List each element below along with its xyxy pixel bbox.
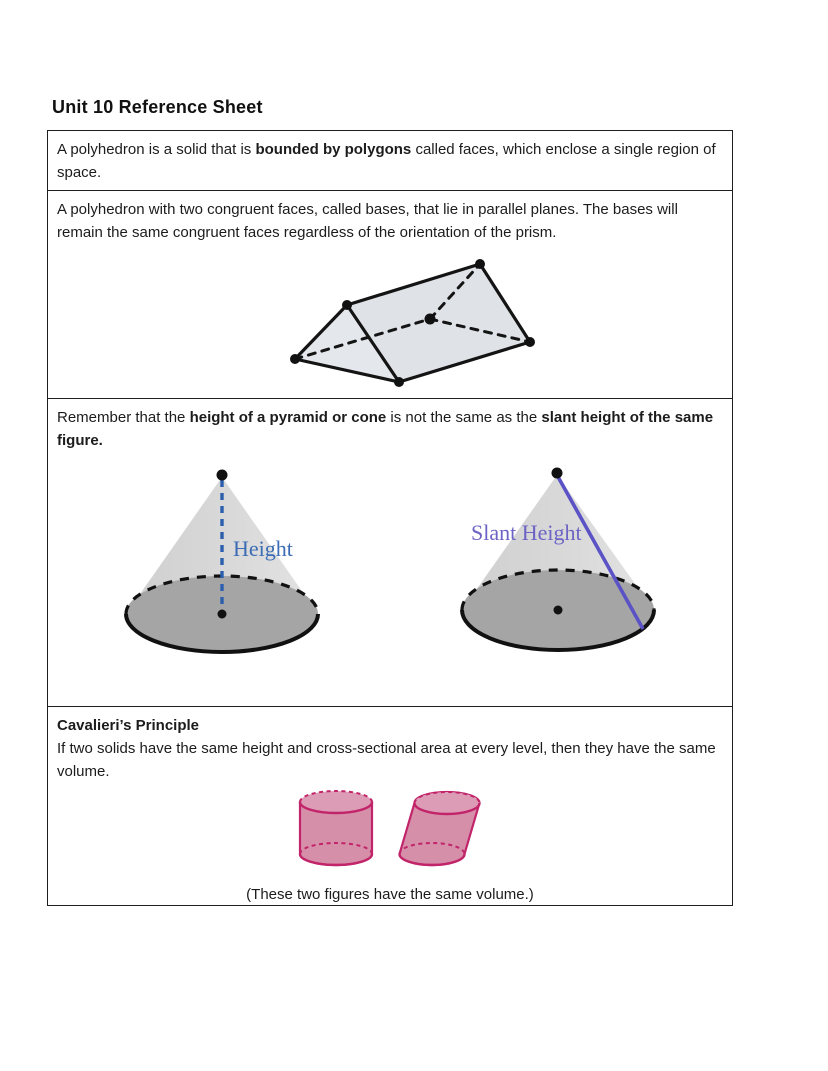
cavalieri-row [48,706,732,904]
prism-definition-row [48,190,732,398]
polyhedron-definition-row [48,131,732,190]
height-slant-height-row [48,398,732,706]
cone-figures [119,464,732,664]
triangular-prism-figure [277,250,572,392]
right-cylinder [300,791,372,865]
cylinders-figure [290,785,490,877]
bold-text-segment: slant height of the same figure. [57,409,714,449]
cavalieri-heading: Cavalieri’s Principle [57,717,200,734]
cone-slant-height-figure [455,464,660,664]
polyhedron-definition-text [48,131,732,184]
cone-base-center-dot [218,610,227,619]
cone-height-figure [119,464,324,664]
text-segment: A polyhedron with two congruent faces, called bases, that lie in parallel planes. The bases will remain the same congruent faces regardless of the orientation of the prism. [57,201,678,241]
figure-caption: (These two figures have the same volume.) [246,886,534,903]
text-segment: called faces, which enclose a single region of space. [57,141,716,181]
text-segment: is not the same as the [386,409,542,426]
prism-definition-text [48,191,732,244]
cone-apex-dot [552,468,563,479]
bold-text-segment: height of a pyramid or cone [189,409,387,426]
text-segment: A polyhedron is a solid that is [57,141,256,158]
height-slant-height-text [48,399,732,452]
page-title: Unit 10 Reference Sheet [52,97,263,117]
height-label: Height [233,536,293,561]
text-segment: If two solids have the same height and cross-sectional area at every level, then they have the same volume. [57,740,716,780]
bold-text-segment: bounded by polygons [255,141,412,158]
cavalieri-text [48,707,732,783]
cylinder-figures [48,785,732,882]
oblique-cylinder [400,792,480,865]
reference-table [47,130,733,906]
cone-base-center-dot [554,606,563,615]
cone-apex-dot [217,470,228,481]
text-segment: Remember that the [57,409,190,426]
slant-height-label: Slant Height [471,520,582,545]
